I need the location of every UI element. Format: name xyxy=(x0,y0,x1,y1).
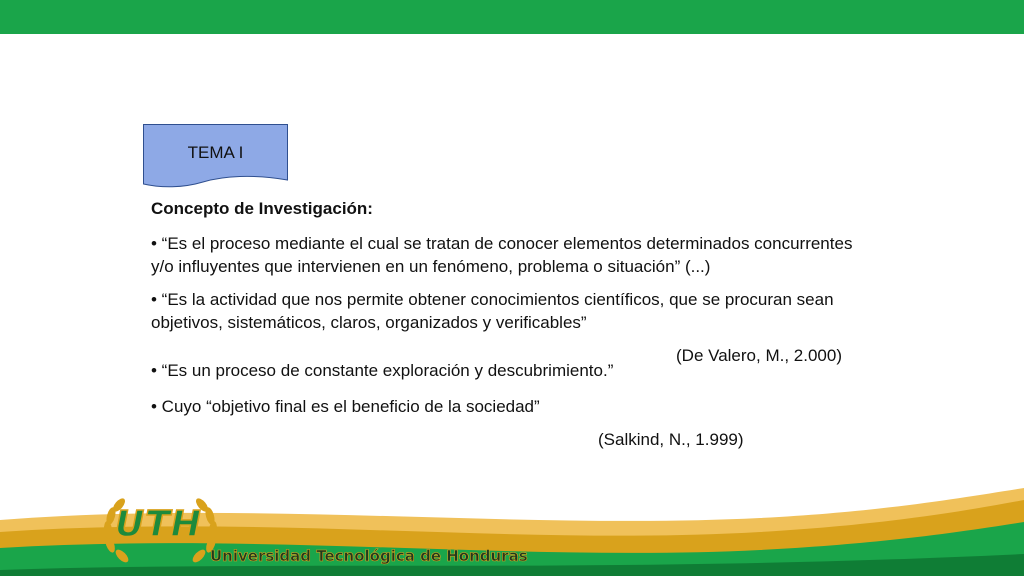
tema-shape xyxy=(143,124,288,190)
bullet-definition-2: • “Es la actividad que nos permite obtener conocimientos científicos, que se procuran sean objetivos, sistemáticos, claros, organizados y verificables” xyxy=(151,290,834,332)
bullet-definition-4: • Cuyo “objetivo final es el beneficio de la sociedad” xyxy=(151,397,540,416)
bullet-definition-3: • “Es un proceso de constante exploración y descubrimiento.” xyxy=(151,361,614,380)
tema-label: TEMA I xyxy=(187,143,244,162)
university-name: Universidad Tecnológica de Honduras xyxy=(210,547,528,565)
citation-de-valero: (De Valero, M., 2.000) xyxy=(676,346,842,365)
citation-salkind: (Salkind, N., 1.999) xyxy=(598,430,744,449)
top-bar xyxy=(0,0,1024,34)
bullet-definition-1: • “Es el proceso mediante el cual se tratan de conocer elementos determinados concurrentes y/o influyentes que intervienen en un fenómeno, problema o situación” (...) xyxy=(151,234,853,276)
uth-logo-text: UTH xyxy=(115,504,202,545)
section-heading: Concepto de Investigación: xyxy=(151,199,373,218)
